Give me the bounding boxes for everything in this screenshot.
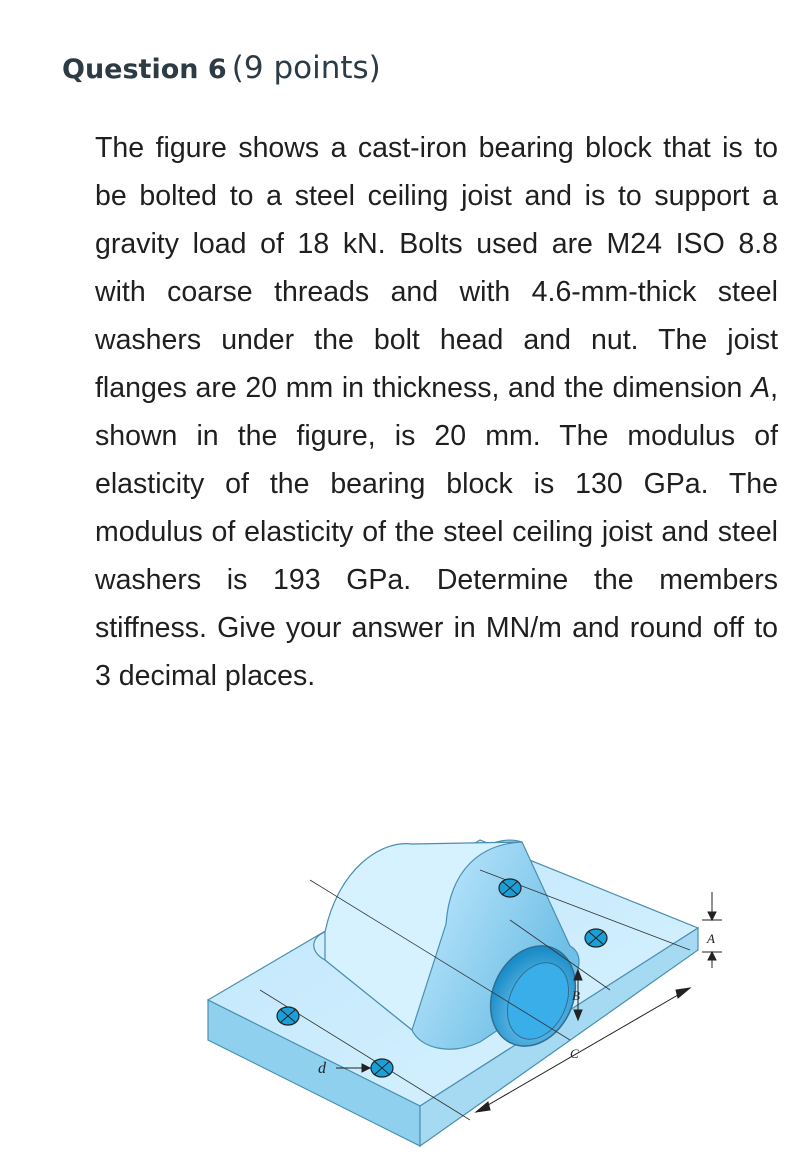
bearing-block-drawing: [150, 820, 750, 1160]
bearing-block-figure: [150, 820, 750, 1160]
label-b: B: [572, 988, 580, 1003]
question-text-part-1: The figure shows a cast-iron bearing block that is to be bolted to a steel ceiling joist and is to support a gravity load of 18 kN. Bolts used are M24 ISO 8.8 with coarse threads and with 4.6-mm-thick steel washers under the bolt head and nut. The joist flanges are 20 mm in thickness, and the dimension: [95, 132, 778, 404]
bolt-hole-3: [499, 879, 521, 897]
question-header: [62, 50, 381, 86]
bolt-hole-1: [277, 1007, 299, 1025]
question-paragraph: [95, 124, 778, 700]
label-a: A: [707, 931, 715, 946]
question-title: Question 6: [62, 54, 227, 85]
label-d: d: [318, 1060, 326, 1077]
dimension-a: [702, 892, 722, 968]
label-c: C: [570, 1046, 579, 1061]
bolt-hole-2: [371, 1059, 393, 1077]
bolt-hole-4: [585, 929, 607, 947]
variable-a: A: [751, 372, 771, 404]
question-text-part-2: , shown in the figure, is 20 mm. The modulus of elasticity of the bearing block is 130 GPa. The modulus of elasticity of the steel ceiling joist and steel washers is 193 GPa. Determine the members stiffness. Give your answer in MN/m and round off to 3 decimal places.: [95, 372, 778, 692]
question-body: [95, 124, 778, 700]
question-points: (9 points): [231, 50, 381, 86]
